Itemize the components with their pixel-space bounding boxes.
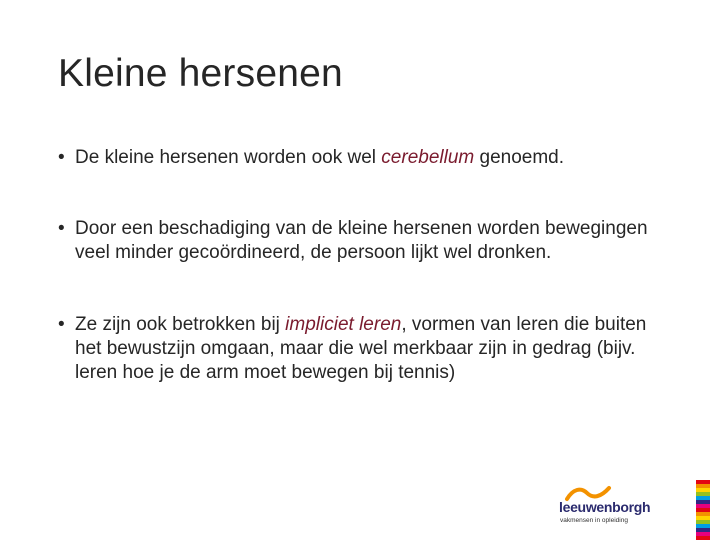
- bullet-item: [58, 146, 678, 170]
- logo-tagline: vakmensen in opleiding: [560, 517, 628, 524]
- bullet-dot: •: [58, 314, 65, 335]
- bullet-item: [58, 313, 678, 385]
- bullet-text: Door een beschadiging van de kleine hersenen worden bewegingen veel minder gecoördineerd, de persoon lijkt wel dronken.: [75, 218, 648, 263]
- leeuwenborgh-logo: [557, 485, 657, 525]
- color-stripe-bar: [696, 480, 710, 540]
- bullet-text: genoemd.: [474, 147, 565, 168]
- bullet-emphasis: cerebellum: [381, 147, 475, 168]
- color-stripe: [696, 536, 710, 540]
- bullet-text: Ze zijn ook betrokken bij: [75, 314, 286, 335]
- slide-title: Kleine hersenen: [58, 52, 343, 95]
- bullet-text: De kleine hersenen worden ook wel: [75, 147, 382, 168]
- bullet-dot: •: [58, 147, 65, 168]
- bullet-text: , vormen van leren die buiten het bewustzijn omgaan, maar die wel merkbaar zijn in gedrag (bijv. leren hoe je de arm moet bewegen bij tennis): [75, 314, 647, 383]
- bullet-emphasis: impliciet leren: [285, 314, 402, 335]
- bullet-list: [58, 146, 678, 385]
- bullet-dot: •: [58, 218, 65, 239]
- bullet-item: [58, 217, 678, 265]
- logo-name: leeuwenborgh: [559, 499, 651, 515]
